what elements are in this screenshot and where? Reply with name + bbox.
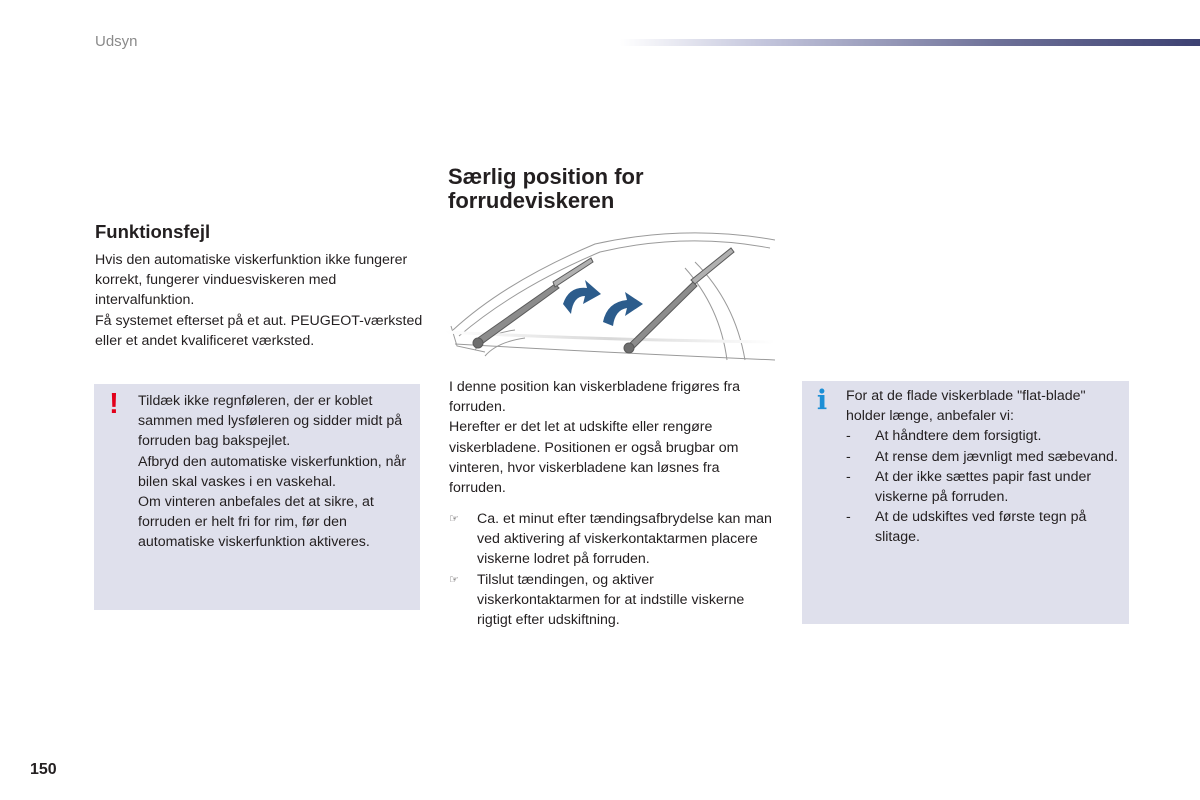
section-title: Udsyn: [95, 33, 138, 50]
lift-arrow-left: [563, 280, 601, 314]
malfunction-paragraph: Hvis den automatiske viskerfunktion ikke fungerer korrekt, fungerer vinduesviskeren med intervalfunktion.: [95, 252, 408, 309]
dash-bullet: -: [846, 468, 851, 485]
info-icon: i: [816, 385, 828, 416]
info-list-item: [846, 467, 1121, 507]
info-text: [846, 386, 1121, 548]
dash-bullet: -: [846, 448, 851, 465]
info-item-text: At rense dem jævnligt med sæbevand.: [875, 448, 1118, 465]
special-position-paragraph: Herefter er det let at udskifte eller rengøre viskerbladene. Positionen er også brugbar om vinteren, hvor viskerbladene kan løsnes fra forruden.: [449, 419, 739, 497]
malfunction-heading: Funktionsfejl: [95, 221, 211, 242]
malfunction-paragraph: Få systemet efterset på et aut. PEUGEOT-værksted eller et andet kvalificeret værksted.: [95, 312, 423, 349]
info-list-item: [846, 447, 1121, 467]
step-text: Ca. et minut efter tændingsafbrydelse kan man ved aktivering af viskerkontaktarmen placere viskerne lodret på forruden.: [477, 511, 772, 568]
header-gradient-bar: [620, 39, 1200, 46]
malfunction-text: [95, 250, 430, 351]
info-intro: For at de flade viskerblade "flat-blade" holder længe, anbefaler vi:: [846, 388, 1086, 425]
warning-line: Afbryd den automatiske viskerfunktion, når bilen skal vaskes i en vaskehal.: [138, 453, 407, 490]
info-list-item: [846, 426, 1121, 446]
wiper-left: [473, 258, 593, 348]
wiper-illustration: [445, 222, 775, 372]
warning-icon: !: [109, 388, 119, 420]
pointing-hand-icon: ☞: [449, 573, 459, 586]
warning-line: Om vinteren anbefales det at sikre, at forruden er helt fri for rim, før den automatiske viskerfunktion aktiveres.: [138, 494, 374, 551]
info-item-text: At håndtere dem forsigtigt.: [875, 428, 1042, 445]
info-item-text: At der ikke sættes papir fast under viskerne på forruden.: [875, 468, 1092, 506]
dash-bullet: -: [846, 428, 851, 445]
step-item: [449, 509, 774, 570]
step-text: Tilslut tændingen, og aktiver viskerkontaktarmen for at indstille viskerne rigtigt efter udskiftning.: [477, 571, 745, 629]
special-position-heading: Særlig position for forrudeviskeren: [448, 164, 644, 213]
pointing-hand-icon: ☞: [449, 513, 459, 525]
info-list-item: [846, 507, 1121, 547]
warning-line: Tildæk ikke regnføleren, der er koblet sammen med lysføleren og sidder midt på forruden bag bakspejlet.: [138, 393, 403, 450]
step-item: [449, 570, 774, 631]
special-position-text: [449, 377, 774, 498]
info-item-text: At de udskiftes ved første tegn på slitage.: [875, 509, 1087, 546]
warning-text: [138, 391, 413, 553]
special-position-paragraph: I denne position kan viskerbladene frigøres fra forruden.: [449, 379, 741, 416]
lift-arrow-right: [603, 292, 643, 326]
wiper-right: [624, 248, 734, 353]
dash-bullet: -: [846, 509, 851, 526]
step-list: [449, 509, 774, 630]
page-number: 150: [30, 761, 57, 778]
